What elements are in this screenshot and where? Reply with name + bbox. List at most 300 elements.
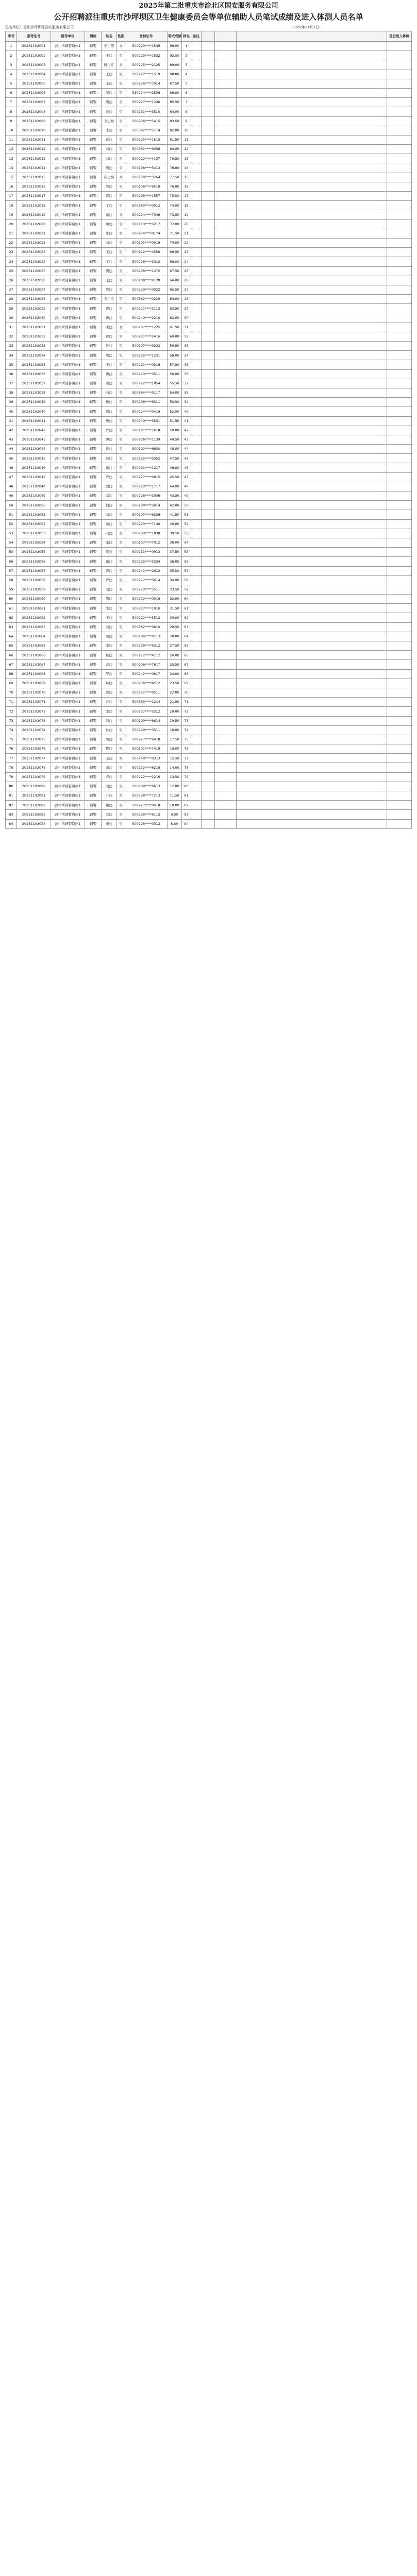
table-row — [6, 219, 412, 229]
table-cell: 张□ — [102, 538, 117, 547]
table-cell — [387, 595, 412, 604]
table-cell — [237, 388, 387, 397]
table-cell: 渝中所辅警岗位1 — [51, 698, 85, 707]
table-cell — [237, 445, 387, 454]
table-cell — [215, 42, 237, 51]
table-cell: 20251102052 — [17, 519, 51, 529]
table-cell: 85.50 — [168, 98, 182, 107]
table-cell: 男 — [117, 229, 125, 238]
table-cell: 39 — [6, 398, 17, 407]
table-cell: 500223****1546 — [125, 42, 168, 51]
table-row — [6, 201, 412, 210]
table-cell — [237, 548, 387, 557]
table-cell: 20251102022 — [17, 238, 51, 247]
table-cell — [237, 60, 387, 70]
table-cell: 陶□ — [102, 98, 117, 107]
table-cell: 渝中所辅警岗位1 — [51, 538, 85, 547]
table-cell: 辅警 — [85, 276, 102, 285]
table-cell: 渝中所辅警岗位1 — [51, 660, 85, 669]
table-cell — [237, 360, 387, 369]
table-cell — [191, 426, 202, 435]
table-cell — [191, 819, 202, 828]
table-cell — [191, 163, 202, 173]
table-cell: 39.50 — [168, 529, 182, 538]
table-cell: 510214****2539 — [125, 88, 168, 97]
table-cell: 500226****3010 — [125, 257, 168, 266]
table-cell: 500101****7418 — [125, 744, 168, 754]
date-label: 2025年11月2日 — [292, 25, 319, 29]
table-cell — [237, 398, 387, 407]
table-cell — [202, 295, 215, 304]
table-cell — [387, 266, 412, 276]
table-cell: 谭□ — [102, 566, 117, 575]
table-cell — [387, 725, 412, 735]
table-cell: 汪□ — [102, 698, 117, 707]
table-cell: 6 — [6, 88, 17, 97]
table-cell: 辅警 — [85, 407, 102, 416]
table-cell: 70 — [182, 688, 191, 697]
table-cell — [215, 660, 237, 669]
table-cell: 21 — [182, 229, 191, 238]
table-cell: 男 — [117, 688, 125, 697]
table-cell: 62 — [182, 613, 191, 622]
table-cell — [237, 276, 387, 285]
table-cell — [215, 463, 237, 472]
table-cell: 渝中所辅警岗位1 — [51, 135, 85, 144]
table-cell — [202, 585, 215, 594]
table-cell: 20251102061 — [17, 604, 51, 613]
table-cell — [237, 304, 387, 313]
table-cell: 渝中所辅警岗位1 — [51, 716, 85, 725]
table-cell: 男 — [117, 463, 125, 472]
table-cell — [387, 622, 412, 632]
table-cell: 宋□ — [102, 323, 117, 332]
table-cell: 李□ — [102, 707, 117, 716]
table-cell: 500382****5114 — [125, 126, 168, 135]
table-cell: 500231****0913 — [125, 548, 168, 557]
table-cell: 钟□ — [102, 342, 117, 351]
table-cell: 64 — [6, 632, 17, 641]
table-cell — [202, 369, 215, 379]
table-cell: 500226****7014 — [125, 79, 168, 88]
table-cell: 男 — [117, 548, 125, 557]
table-cell: 渝中所辅警岗位1 — [51, 238, 85, 247]
table-cell: 林□ — [102, 679, 117, 688]
column-header: 排名 — [182, 31, 191, 42]
table-row — [6, 604, 412, 613]
table-cell: 李□ — [102, 604, 117, 613]
table-cell: 丁□ — [102, 201, 117, 210]
table-cell: 渝中所辅警岗位1 — [51, 763, 85, 772]
table-cell: 87.50 — [168, 79, 182, 88]
table-cell: 渝中所辅警岗位1 — [51, 379, 85, 388]
table-cell — [215, 116, 237, 126]
table-cell: 500106****8713 — [125, 632, 168, 641]
table-cell — [237, 98, 387, 107]
table-cell: 渝中所辅警岗位1 — [51, 445, 85, 454]
table-cell — [215, 154, 237, 163]
table-cell — [191, 126, 202, 135]
table-cell: 24 — [6, 257, 17, 266]
table-cell: 20251102046 — [17, 463, 51, 472]
table-cell: 13.50 — [168, 772, 182, 782]
table-cell: 姚□ — [102, 445, 117, 454]
table-cell — [237, 501, 387, 510]
table-cell: 20251102050 — [17, 501, 51, 510]
table-cell: 76 — [6, 744, 17, 754]
table-cell: 24 — [182, 257, 191, 266]
table-cell — [191, 519, 202, 529]
table-cell — [202, 332, 215, 341]
table-cell: 男 — [117, 492, 125, 501]
table-cell — [387, 257, 412, 266]
table-cell — [191, 688, 202, 697]
table-cell — [215, 398, 237, 407]
table-cell: 杨□ — [102, 651, 117, 660]
table-cell: 男 — [117, 116, 125, 126]
table-cell: 20251102058 — [17, 575, 51, 585]
table-cell — [237, 88, 387, 97]
table-cell: 渝中所辅警岗位1 — [51, 557, 85, 566]
table-cell: 32 — [6, 332, 17, 341]
table-row — [6, 801, 412, 810]
table-cell — [215, 735, 237, 744]
table-cell — [237, 295, 387, 304]
table-cell: 5 — [182, 79, 191, 88]
table-cell — [387, 248, 412, 257]
table-cell — [202, 379, 215, 388]
table-cell: 75 — [6, 735, 17, 744]
table-cell: 辅警 — [85, 332, 102, 341]
table-cell: 20251102011 — [17, 135, 51, 144]
table-cell: 40 — [182, 407, 191, 416]
table-cell: 62 — [6, 613, 17, 622]
table-cell — [191, 266, 202, 276]
table-cell: 王□ — [102, 248, 117, 257]
table-cell: 渝中所辅警岗位1 — [51, 173, 85, 182]
table-cell: 500101****0019 — [125, 238, 168, 247]
table-cell: 丁□ — [102, 257, 117, 266]
table-cell: 男 — [117, 725, 125, 735]
table-row — [6, 575, 412, 585]
table-cell: 500106****5413 — [125, 163, 168, 173]
meta-row — [5, 24, 412, 31]
table-cell: 20 — [182, 219, 191, 229]
table-cell: 渝中所辅警岗位1 — [51, 725, 85, 735]
table-cell: 20251102082 — [17, 801, 51, 810]
table-cell — [237, 173, 387, 182]
table-cell — [387, 754, 412, 763]
table-cell — [387, 98, 412, 107]
table-cell: 44.00 — [168, 482, 182, 491]
table-cell: 63.50 — [168, 304, 182, 313]
table-cell: 渝中所辅警岗位1 — [51, 669, 85, 679]
table-cell — [191, 651, 202, 660]
table-cell: 20251102056 — [17, 557, 51, 566]
table-cell: 500232****6216 — [125, 763, 168, 772]
table-cell: 男 — [117, 445, 125, 454]
table-cell: 男 — [117, 641, 125, 651]
table-cell: 500236****6113 — [125, 810, 168, 819]
table-cell: 辅警 — [85, 416, 102, 426]
table-cell: 500106****6518 — [125, 182, 168, 191]
table-cell — [191, 304, 202, 313]
table-cell: 32 — [182, 332, 191, 341]
table-cell — [191, 482, 202, 491]
table-cell — [202, 360, 215, 369]
table-row — [6, 79, 412, 88]
table-cell — [237, 632, 387, 641]
table-cell: 52 — [182, 519, 191, 529]
table-cell: 500234****0174 — [125, 229, 168, 238]
table-cell: 20251102069 — [17, 679, 51, 688]
table-cell: 男 — [117, 51, 125, 60]
table-cell: 56.00 — [168, 369, 182, 379]
table-cell: 男 — [117, 482, 125, 491]
table-row — [6, 613, 412, 622]
table-cell: 辅警 — [85, 698, 102, 707]
table-cell: 18 — [182, 201, 191, 210]
table-cell: 申□ — [102, 219, 117, 229]
table-cell — [202, 716, 215, 725]
table-cell — [215, 501, 237, 510]
table-cell: 7 — [182, 98, 191, 107]
table-cell: 渝中所辅警岗位1 — [51, 472, 85, 482]
table-cell: 56 — [6, 557, 17, 566]
table-cell: 500231****1217 — [125, 463, 168, 472]
table-cell: 29 — [6, 304, 17, 313]
table-cell: 辅警 — [85, 669, 102, 679]
table-cell: 43 — [182, 435, 191, 444]
table-row — [6, 641, 412, 651]
table-cell: 辅警 — [85, 201, 102, 210]
table-cell: 吴□ — [102, 182, 117, 191]
table-cell: 10.00 — [168, 801, 182, 810]
table-cell — [215, 641, 237, 651]
table-cell: 辅警 — [85, 323, 102, 332]
table-cell — [237, 285, 387, 294]
table-cell — [202, 632, 215, 641]
table-cell: 68.00 — [168, 257, 182, 266]
table-cell: 渝中所辅警岗位1 — [51, 60, 85, 70]
table-cell — [237, 557, 387, 566]
table-cell: 王□ — [102, 613, 117, 622]
table-cell: 25 — [182, 266, 191, 276]
table-cell — [191, 116, 202, 126]
table-cell — [191, 735, 202, 744]
table-cell: 蒋□ — [102, 135, 117, 144]
table-cell: 20251102054 — [17, 538, 51, 547]
table-cell: 渝中所辅警岗位1 — [51, 351, 85, 360]
table-cell: 渝中所辅警岗位1 — [51, 145, 85, 154]
table-cell — [191, 669, 202, 679]
table-cell: 16 — [6, 182, 17, 191]
table-cell — [387, 135, 412, 144]
table-cell: 58 — [6, 575, 17, 585]
table-cell: 渝中所辅警岗位1 — [51, 42, 85, 51]
table-cell: 500222****4137 — [125, 154, 168, 163]
table-cell: 500236****6311 — [125, 398, 168, 407]
table-cell: 渝中所辅警岗位1 — [51, 285, 85, 294]
table-cell: 61.50 — [168, 323, 182, 332]
table-cell: 49 — [6, 492, 17, 501]
table-cell — [387, 613, 412, 622]
table-cell: 35 — [182, 360, 191, 369]
table-cell: 辅警 — [85, 763, 102, 772]
table-cell: 辅警 — [85, 660, 102, 669]
table-cell: 51 — [182, 510, 191, 519]
table-cell: 冯□ — [102, 716, 117, 725]
table-cell: 20251102066 — [17, 651, 51, 660]
table-cell: 渝中所辅警岗位1 — [51, 192, 85, 201]
table-cell — [215, 510, 237, 519]
table-cell — [191, 604, 202, 613]
table-cell — [215, 51, 237, 60]
table-cell: 男 — [117, 360, 125, 369]
table-cell: 20251102081 — [17, 791, 51, 801]
table-cell: 男 — [117, 416, 125, 426]
table-cell: 20251102068 — [17, 669, 51, 679]
table-cell — [237, 332, 387, 341]
table-cell: 辅警 — [85, 126, 102, 135]
table-cell — [215, 435, 237, 444]
table-cell — [387, 398, 412, 407]
table-cell — [387, 107, 412, 116]
table-cell: 辅警 — [85, 501, 102, 510]
table-cell: 罗□ — [102, 575, 117, 585]
table-cell: 14.00 — [168, 763, 182, 772]
table-cell: 男 — [117, 585, 125, 594]
table-row — [6, 154, 412, 163]
table-cell: 60.00 — [168, 332, 182, 341]
table-cell: 59 — [6, 585, 17, 594]
table-cell: 31.50 — [168, 604, 182, 613]
table-cell: 66 — [182, 651, 191, 660]
table-cell: 72 — [6, 707, 17, 716]
table-cell: 7 — [6, 98, 17, 107]
table-cell — [387, 529, 412, 538]
table-cell: 男 — [117, 435, 125, 444]
table-row — [6, 145, 412, 154]
table-cell: 22.00 — [168, 688, 182, 697]
table-cell — [237, 407, 387, 416]
table-cell: 罗□ — [102, 472, 117, 482]
table-cell — [237, 651, 387, 660]
table-cell: 20251102018 — [17, 201, 51, 210]
table-cell — [215, 313, 237, 323]
table-cell — [215, 679, 237, 688]
table-cell: 20251102073 — [17, 716, 51, 725]
table-row — [6, 70, 412, 79]
table-row — [6, 323, 412, 332]
table-cell: 26 — [182, 276, 191, 285]
table-cell: 男 — [117, 819, 125, 828]
table-cell: 男 — [117, 257, 125, 266]
table-cell: 500106****7617 — [125, 660, 168, 669]
table-cell: 500382****3810 — [125, 622, 168, 632]
table-cell: 500101****7618 — [125, 426, 168, 435]
table-cell: 男 — [117, 407, 125, 416]
table-cell: 74 — [182, 725, 191, 735]
table-cell: 28 — [182, 295, 191, 304]
table-row — [6, 651, 412, 660]
table-cell: 500222****5512 — [125, 613, 168, 622]
table-cell: 500240****3531 — [125, 416, 168, 426]
table-row — [6, 98, 412, 107]
table-cell — [215, 60, 237, 70]
table-cell — [237, 454, 387, 463]
table-row — [6, 173, 412, 182]
table-cell: 500238****1557 — [125, 192, 168, 201]
table-cell: 辅警 — [85, 182, 102, 191]
table-cell — [387, 351, 412, 360]
table-cell — [215, 182, 237, 191]
table-cell — [191, 501, 202, 510]
table-cell — [237, 369, 387, 379]
table-cell: 辅警 — [85, 42, 102, 51]
table-cell — [202, 98, 215, 107]
table-cell: 20251102040 — [17, 407, 51, 416]
table-cell — [202, 60, 215, 70]
table-cell: 刘□ — [102, 238, 117, 247]
table-cell: 500108****0139 — [125, 276, 168, 285]
table-cell: 500240****2210 — [125, 313, 168, 323]
table-cell: 女 — [117, 60, 125, 70]
table-cell: 500236****4512 — [125, 679, 168, 688]
table-cell: 68 — [6, 669, 17, 679]
table-cell: 500112****4558 — [125, 248, 168, 257]
table-cell: 58.00 — [168, 351, 182, 360]
table-cell: 55.50 — [168, 379, 182, 388]
table-cell — [387, 154, 412, 163]
table-cell: 辅警 — [85, 463, 102, 472]
table-cell: 辅警 — [85, 116, 102, 126]
table-cell: 9.50 — [168, 810, 182, 819]
table-cell: 20251102026 — [17, 276, 51, 285]
table-cell: 曾□ — [102, 285, 117, 294]
table-cell — [215, 585, 237, 594]
table-cell: 50 — [182, 501, 191, 510]
table-cell — [215, 529, 237, 538]
table-cell: 辅警 — [85, 613, 102, 622]
table-cell: 辅警 — [85, 519, 102, 529]
table-cell: 37 — [6, 379, 17, 388]
table-cell: 36 — [6, 369, 17, 379]
table-cell: 45.50 — [168, 472, 182, 482]
table-cell — [202, 285, 215, 294]
table-cell: 2 — [6, 51, 17, 60]
table-cell: 男 — [117, 313, 125, 323]
table-cell: 20251102001 — [17, 42, 51, 51]
table-cell: 8 — [6, 107, 17, 116]
table-row — [6, 379, 412, 388]
table-cell — [191, 360, 202, 369]
table-row — [6, 472, 412, 482]
table-cell: 31 — [6, 323, 17, 332]
table-cell — [215, 454, 237, 463]
table-cell: 男 — [117, 810, 125, 819]
table-cell: 22 — [6, 238, 17, 247]
table-cell: 渝中所辅警岗位1 — [51, 360, 85, 369]
table-cell: 30 — [182, 313, 191, 323]
table-cell — [202, 266, 215, 276]
table-cell — [237, 801, 387, 810]
table-cell — [202, 492, 215, 501]
table-cell — [387, 735, 412, 744]
title-line-1: 2025年第二批重庆市渝北区国安服务有限公司 — [139, 2, 278, 10]
table-cell: 周□ — [102, 163, 117, 173]
table-cell: 46 — [6, 463, 17, 472]
